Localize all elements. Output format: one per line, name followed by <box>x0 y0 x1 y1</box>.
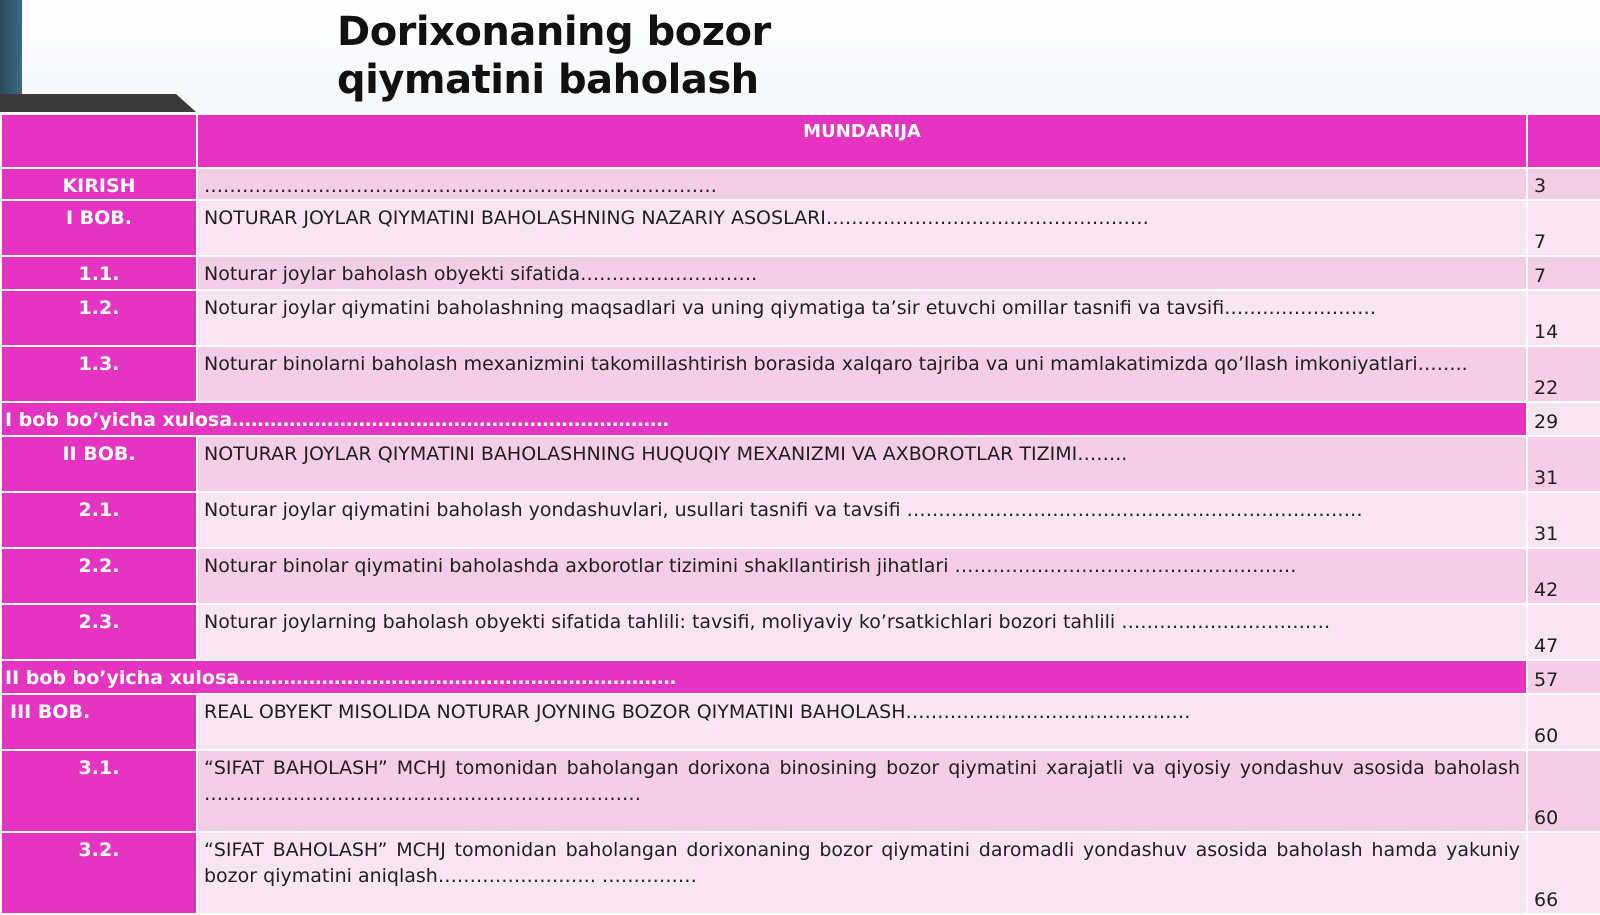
row-title: Noturar joylarning baholash obyekti sifatida tahlili: tavsifi, moliyaviy ko’rsatkichlari bozori tahlili …………………………… <box>197 604 1527 660</box>
table-row <box>1 604 1600 660</box>
row-page: 22 <box>1527 346 1600 402</box>
toc-header-row <box>1 114 1600 168</box>
table-row <box>1 548 1600 604</box>
row-title: Noturar joylar qiymatini baholashning maqsadlari va uning qiymatiga ta’sir etuvchi omillar tasnifi va tavsifi…………………… <box>197 290 1527 346</box>
table-row <box>1 832 1600 914</box>
row-page: 60 <box>1527 750 1600 832</box>
row-number: III BOB. <box>1 694 197 750</box>
row-title: Noturar binolar qiymatini baholashda axborotlar tizimini shakllantirish jihatlari ……………………………………………… <box>197 548 1527 604</box>
row-title: Noturar binolarni baholash mexanizmini takomillashtirish borasida xalqaro tajriba va uni mamlakatimizda qo’llash imkoniyatlari…….. <box>197 346 1527 402</box>
row-page: 7 <box>1527 256 1600 290</box>
row-title: “SIFAT BAHOLASH” MCHJ tomonidan baholangan dorixonaning bozor qiymatini daromadli yondashuv asosida baholash hamda yakuniy bozor qiymatini aniqlash……………………. …………… <box>197 832 1527 914</box>
row-page: 3 <box>1527 168 1600 200</box>
row-number: I BOB. <box>1 200 197 256</box>
row-page: 57 <box>1527 660 1600 694</box>
accent-bar <box>0 0 22 95</box>
toc-heading: MUNDARIJA <box>197 114 1527 168</box>
row-title: NOTURAR JOYLAR QIYMATINI BAHOLASHNING HUQUQIY MEXANIZMI VA AXBOROTLAR TIZIMI…….. <box>197 436 1527 492</box>
table-row <box>1 256 1600 290</box>
table-row <box>1 290 1600 346</box>
table-row <box>1 200 1600 256</box>
row-number: 2.1. <box>1 492 197 548</box>
table-row <box>1 436 1600 492</box>
row-number: 2.2. <box>1 548 197 604</box>
row-number: 1.1. <box>1 256 197 290</box>
row-page: 42 <box>1527 548 1600 604</box>
row-page: 7 <box>1527 200 1600 256</box>
slide-title: Dorixonaning bozor qiymatini baholash <box>337 9 771 103</box>
row-title: Noturar joylar qiymatini baholash yondashuvlari, usullari tasnifi va tavsifi ……………………………………………………………… <box>197 492 1527 548</box>
row-number: 1.2. <box>1 290 197 346</box>
table-row <box>1 346 1600 402</box>
table-row <box>1 492 1600 548</box>
row-number: II BOB. <box>1 436 197 492</box>
row-number: 1.3. <box>1 346 197 402</box>
summary-text: II bob bo’yicha xulosa…………………………………………………………… <box>1 660 1527 694</box>
row-page: 66 <box>1527 832 1600 914</box>
row-title: Noturar joylar baholash obyekti sifatida………………………. <box>197 256 1527 290</box>
header-cell-right <box>1527 114 1600 168</box>
summary-row <box>1 660 1600 694</box>
summary-row <box>1 402 1600 436</box>
row-page: 29 <box>1527 402 1600 436</box>
row-number: KIRISH <box>1 168 197 200</box>
row-title: ……………………………………………………………………… <box>197 168 1527 200</box>
accent-tab <box>0 94 196 112</box>
table-row <box>1 694 1600 750</box>
row-number: 2.3. <box>1 604 197 660</box>
row-page: 31 <box>1527 492 1600 548</box>
row-number: 3.2. <box>1 832 197 914</box>
header-cell-left <box>1 114 197 168</box>
row-page: 47 <box>1527 604 1600 660</box>
row-title: NOTURAR JOYLAR QIYMATINI BAHOLASHNING NAZARIY ASOSLARI…………………………………………… <box>197 200 1527 256</box>
row-title: REAL OBYEKT MISOLIDA NOTURAR JOYNING BOZOR QIYMATINI BAHOLASH……………………………………… <box>197 694 1527 750</box>
toc-table <box>0 113 1600 915</box>
row-number: 3.1. <box>1 750 197 832</box>
table-row <box>1 750 1600 832</box>
row-page: 31 <box>1527 436 1600 492</box>
table-row <box>1 168 1600 200</box>
summary-text: I bob bo’yicha xulosa…………………………………………………………… <box>1 402 1527 436</box>
row-page: 14 <box>1527 290 1600 346</box>
row-title: “SIFAT BAHOLASH” MCHJ tomonidan baholangan dorixona binosining bozor qiymatini xarajatli va qiyosiy yondashuv asosida baholash …………………………………………………………… <box>197 750 1527 832</box>
row-page: 60 <box>1527 694 1600 750</box>
